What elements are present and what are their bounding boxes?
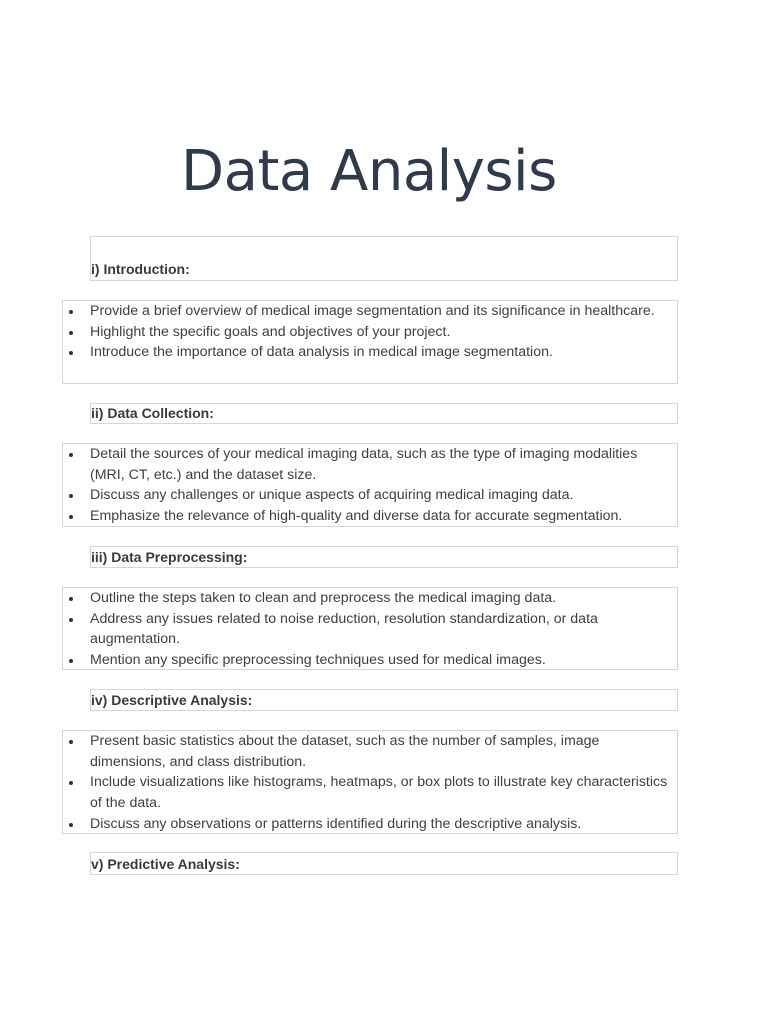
- section-heading-predictive-analysis: [90, 852, 678, 875]
- section-heading-descriptive-analysis: [90, 689, 678, 711]
- list-item: Discuss any challenges or unique aspects of acquiring medical imaging data.: [63, 485, 677, 506]
- list-item: Emphasize the relevance of high-quality and diverse data for accurate segmentation.: [63, 506, 677, 527]
- section-list-data-preprocessing: [62, 587, 678, 670]
- section-list-introduction: [62, 300, 678, 384]
- heading-text: iv) Descriptive Analysis:: [91, 692, 253, 708]
- list-item: Mention any specific preprocessing techniques used for medical images.: [63, 650, 677, 671]
- list-item: Discuss any observations or patterns identified during the descriptive analysis.: [63, 814, 677, 835]
- heading-text: v) Predictive Analysis:: [91, 856, 240, 872]
- list-item: Present basic statistics about the dataset, such as the number of samples, image dimensions, and class distribution.: [63, 731, 677, 772]
- section-heading-introduction: [90, 236, 678, 281]
- list-item: Include visualizations like histograms, heatmaps, or box plots to illustrate key characteristics of the data.: [63, 772, 677, 813]
- section-heading-data-preprocessing: [90, 546, 678, 568]
- list-item: Highlight the specific goals and objectives of your project.: [63, 322, 677, 343]
- heading-text: ii) Data Collection:: [91, 405, 214, 421]
- list-item: Introduce the importance of data analysis in medical image segmentation.: [63, 342, 677, 363]
- section-list-descriptive-analysis: [62, 730, 678, 834]
- list-item: Provide a brief overview of medical image segmentation and its significance in healthcare.: [63, 301, 677, 322]
- document-title: Data Analysis: [181, 139, 557, 204]
- list-item: Outline the steps taken to clean and preprocess the medical imaging data.: [63, 588, 677, 609]
- section-list-data-collection: [62, 443, 678, 527]
- section-heading-data-collection: [90, 403, 678, 424]
- list-item: Detail the sources of your medical imaging data, such as the type of imaging modalities (MRI, CT, etc.) and the dataset size.: [63, 444, 677, 485]
- heading-text: i) Introduction:: [91, 261, 190, 277]
- list-item: Address any issues related to noise reduction, resolution standardization, or data augmentation.: [63, 609, 677, 650]
- heading-text: iii) Data Preprocessing:: [91, 549, 248, 565]
